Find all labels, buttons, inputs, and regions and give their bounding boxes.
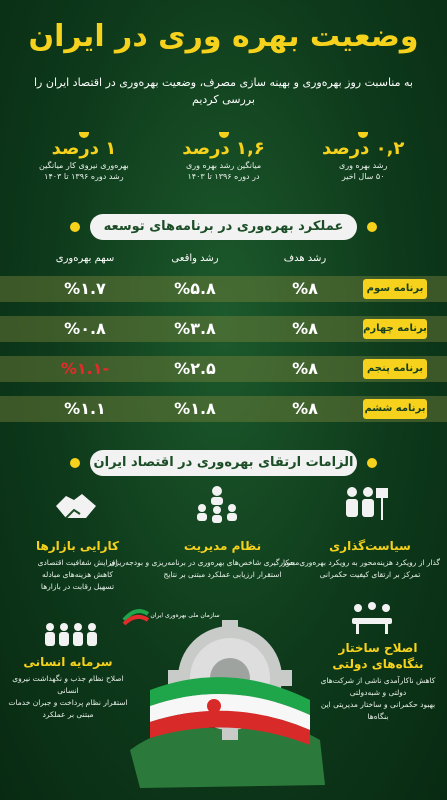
requirement-item: بهبود حکمرانی و ساختار مدیریتی این بنگاه‌ها — [320, 700, 436, 721]
table-header-row — [30, 253, 360, 269]
meeting-table-icon — [350, 600, 394, 634]
row-cells — [30, 396, 360, 422]
row-cells — [30, 276, 360, 302]
cell-actual: %۱.۸ — [174, 399, 216, 418]
row-label: برنامه پنجم — [363, 359, 427, 379]
table-row — [0, 356, 447, 382]
requirement-item: افزایش شفافیت اقتصادی — [37, 558, 118, 567]
dot-icon — [367, 458, 377, 468]
management-team-icon — [192, 484, 242, 528]
requirement-title: نظام مدیریت — [183, 539, 262, 553]
dot-icon — [70, 222, 80, 232]
row-cells — [30, 316, 360, 342]
requirement-management — [109, 538, 295, 581]
intro-text: به مناسبت روز بهره‌وری و بهینه سازی مصرف، وضعیت بهره‌وری در اقتصاد ایران را بررسی کردیم — [34, 76, 413, 106]
cell-target: %۸ — [292, 399, 318, 418]
cell-share: %۱.۷ — [64, 279, 106, 298]
stat-value: ۰,۲ درصد — [321, 138, 405, 159]
stat-description: رشد دوره ۱۳۹۶ تا ۱۴۰۳ — [44, 172, 124, 181]
page-title: وضعیت بهره وری در ایران — [28, 19, 419, 54]
stat-item — [14, 138, 154, 190]
row-label: برنامه ششم — [363, 399, 427, 419]
requirement-item: استقرار ارزیابی عملکرد مبتنی بر نتایج — [163, 570, 282, 579]
row-label: برنامه چهارم — [363, 319, 427, 339]
logo-text: سازمان ملی بهره‌وری ایران — [150, 612, 220, 619]
stat-description: ۵۰ سال اخیر — [341, 172, 385, 181]
stat-description: در دوره ۱۳۹۶ تا ۱۴۰۳ — [187, 172, 260, 181]
cell-target: %۸ — [292, 279, 318, 298]
requirements-section-header — [90, 450, 357, 476]
requirement-items — [10, 557, 145, 593]
dot-icon — [367, 222, 377, 232]
stat-item — [154, 138, 294, 190]
cell-share: %۱.۱ — [64, 399, 106, 418]
stat-item — [293, 138, 433, 190]
cell-share: -%۱.۱ — [60, 359, 110, 378]
requirement-markets — [10, 538, 145, 593]
requirement-items — [282, 557, 440, 581]
stat-description: رشد بهره وری — [339, 161, 388, 170]
column-header: سهم بهره‌وری — [55, 253, 115, 264]
requirement-policy — [282, 538, 440, 581]
requirement-item: به‌کارگیری شاخص‌های بهره‌وری در برنامه‌ریزی و بودجه‌ریزی — [109, 558, 295, 567]
column-header: رشد واقعی — [171, 253, 219, 264]
people-group-icon — [40, 620, 102, 648]
requirement-title: سرمایه انسانی — [23, 655, 113, 669]
cell-actual: %۵.۸ — [174, 279, 216, 298]
stat-description: بهره‌وری نیروی کار میانگین — [39, 161, 129, 170]
policy-people-icon — [340, 484, 390, 528]
stat-value: ۱,۶ درصد — [182, 138, 265, 159]
table-section-header — [90, 214, 357, 240]
cell-share: %۰.۸ — [64, 319, 106, 338]
table-section-title: عملکرد بهره‌وری در برنامه‌های توسعه — [103, 219, 344, 234]
requirement-human-capital — [8, 654, 128, 721]
requirement-item: کاهش ناکارآمدی ناشی از شرکت‌های دولتی و شبه‌دولتی — [320, 676, 436, 697]
table-row — [0, 276, 447, 302]
requirement-government — [318, 640, 438, 723]
stat-description: میانگین رشد بهره وری — [185, 161, 262, 170]
requirement-item: گذار از رویکرد هزینه‌محور به رویکرد بهره‌وری‌محور — [282, 558, 440, 567]
requirements-section-title: الزامات ارتقای بهره‌وری در اقتصاد ایران — [93, 455, 354, 470]
stat-value: ۱ درصد — [51, 138, 117, 159]
cell-target: %۸ — [292, 319, 318, 338]
stats-row — [14, 138, 433, 190]
requirement-item: استقرار نظام پرداخت و جبران خدمات مبتنی بر عملکرد — [8, 698, 128, 719]
table-row — [0, 316, 447, 342]
requirement-item: تمرکز بر ارتقای کیفیت حکمرانی — [319, 570, 421, 579]
gear-map-illustration — [110, 620, 340, 795]
requirement-items — [318, 675, 438, 723]
requirement-title: سیاست‌گذاری — [329, 539, 411, 553]
table-row — [0, 396, 447, 422]
column-header: رشد هدف — [283, 253, 327, 264]
row-cells — [30, 356, 360, 382]
requirement-item: اصلاح نظام جذب و نگهداشت نیروی انسانی — [12, 674, 124, 695]
requirement-item: کاهش هزینه‌های مبادله — [42, 570, 113, 579]
requirement-title: اصلاح ساختار بنگاه‌های دولتی — [332, 641, 424, 671]
handshake-icon — [52, 484, 100, 528]
cell-actual: %۳.۸ — [174, 319, 216, 338]
dot-icon — [70, 458, 80, 468]
requirement-items — [8, 673, 128, 721]
row-label: برنامه سوم — [363, 279, 427, 299]
cell-target: %۸ — [292, 359, 318, 378]
cell-actual: %۲.۵ — [174, 359, 216, 378]
requirement-title: کارایی بازارها — [35, 539, 120, 553]
requirement-item: تسهیل رقابت در بازارها — [40, 582, 115, 591]
requirement-items — [109, 557, 295, 581]
